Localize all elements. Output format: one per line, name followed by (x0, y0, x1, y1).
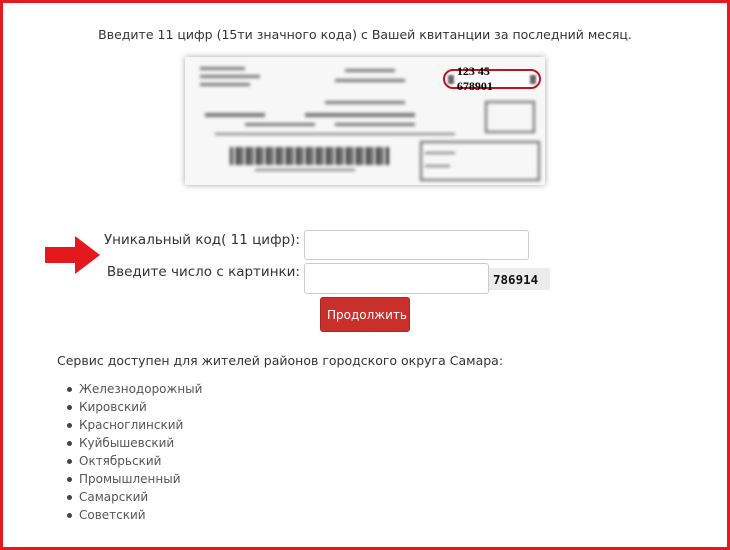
unique-code-input[interactable] (304, 230, 529, 260)
list-item: Промышленный (63, 470, 202, 488)
service-availability-title: Сервис доступен для жителей районов городского округа Самара: (57, 353, 504, 368)
highlighted-code-oval (443, 64, 541, 93)
captcha-label: Введите число с картинки: (106, 264, 300, 280)
captcha-image: 786914 (489, 268, 550, 290)
list-item: Советский (63, 506, 202, 524)
list-item: Железнодорожный (63, 380, 202, 398)
list-item: Красноглинский (63, 416, 202, 434)
instruction-text: Введите 11 цифр (15ти значного кода) с Вашей квитанции за последний месяц. (98, 27, 632, 42)
list-item: Октябрьский (63, 452, 202, 470)
district-list (63, 380, 202, 524)
list-item: Куйбышевский (63, 434, 202, 452)
receipt-sample-image (185, 57, 545, 185)
captcha-input[interactable] (304, 263, 489, 294)
list-item: Кировский (63, 398, 202, 416)
list-item: Самарский (63, 488, 202, 506)
unique-code-label: Уникальный код( 11 цифр): (103, 232, 300, 248)
continue-button[interactable]: Продолжить (320, 297, 410, 332)
highlighted-code: 123 45 678901 (456, 64, 493, 93)
